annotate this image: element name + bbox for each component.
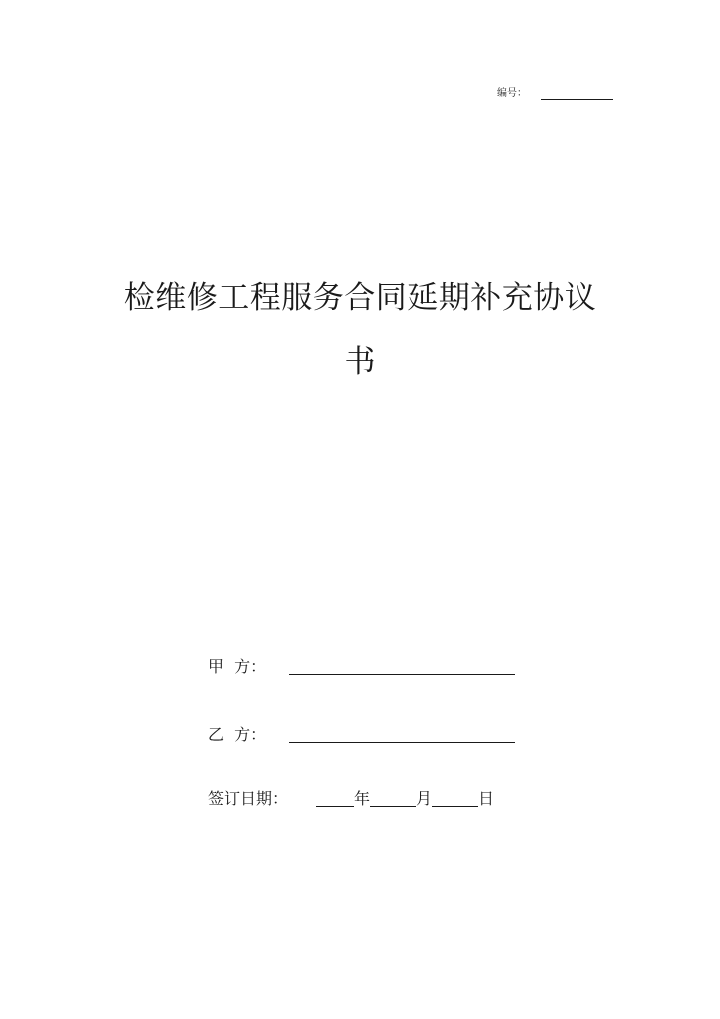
- party-b-label: 乙 方：: [208, 725, 267, 744]
- signing-date-row: [208, 788, 494, 810]
- year-unit: 年: [354, 789, 371, 808]
- year-blank[interactable]: [316, 790, 354, 807]
- day-blank[interactable]: [432, 790, 478, 807]
- party-b-blank[interactable]: [289, 726, 515, 743]
- signing-date-label: 签订日期：: [208, 789, 289, 808]
- party-a-field: [208, 656, 266, 678]
- month-blank[interactable]: [370, 790, 416, 807]
- doc-number-label: 编号：: [497, 88, 527, 99]
- party-b-field: [208, 724, 266, 746]
- doc-number-blank[interactable]: [541, 88, 613, 100]
- document-title-continuation: 书: [344, 344, 376, 380]
- doc-number: [497, 88, 613, 100]
- party-a-blank[interactable]: [289, 658, 515, 675]
- document-title: 检维修工程服务合同延期补充协议: [123, 280, 597, 316]
- day-unit: 日: [478, 789, 495, 808]
- month-unit: 月: [416, 789, 433, 808]
- party-a-label: 甲 方：: [208, 657, 267, 676]
